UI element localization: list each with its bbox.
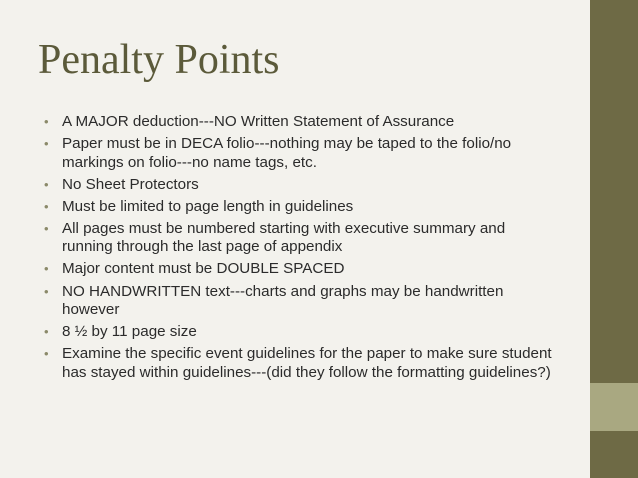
bullet-text: Major content must be DOUBLE SPACED — [62, 260, 345, 278]
bullet-list — [44, 113, 554, 386]
bullet-dot-icon: • — [44, 283, 49, 299]
list-item — [44, 198, 554, 217]
list-item — [44, 220, 554, 257]
bullet-dot-icon: • — [44, 324, 49, 340]
bullet-dot-icon: • — [44, 261, 49, 277]
list-item — [44, 260, 554, 279]
list-item — [44, 113, 554, 132]
list-item — [44, 283, 554, 320]
bullet-dot-icon: • — [44, 136, 49, 152]
bullet-text: NO HANDWRITTEN text---charts and graphs may be handwritten however — [62, 282, 504, 319]
bullet-dot-icon: • — [44, 198, 49, 214]
list-item — [44, 323, 554, 342]
slide-title: Penalty Points — [38, 37, 280, 83]
bullet-text: No Sheet Protectors — [62, 175, 199, 193]
list-item — [44, 176, 554, 195]
bullet-text: 8 ½ by 11 page size — [62, 323, 197, 341]
bullet-dot-icon: • — [44, 114, 49, 129]
bullet-dot-icon: • — [44, 220, 49, 236]
side-accent-square — [590, 383, 638, 431]
bullet-text: A MAJOR deduction---NO Written Statement of Assurance — [62, 113, 455, 130]
bullet-dot-icon: • — [44, 346, 49, 362]
bullet-dot-icon: • — [44, 176, 49, 192]
bullet-text: Paper must be in DECA folio---nothing may be taped to the folio/no markings on folio---no name tags, etc. — [62, 135, 512, 171]
list-item — [44, 345, 554, 382]
bullet-text: Must be limited to page length in guidelines — [62, 197, 354, 215]
bullet-text: All pages must be numbered starting with executive summary and running through the last page of appendix — [62, 219, 506, 256]
list-item — [44, 135, 554, 172]
bullet-text: Examine the specific event guidelines for the paper to make sure student has stayed within guidelines---(did they follow the formatting guidelines?) — [62, 345, 552, 381]
